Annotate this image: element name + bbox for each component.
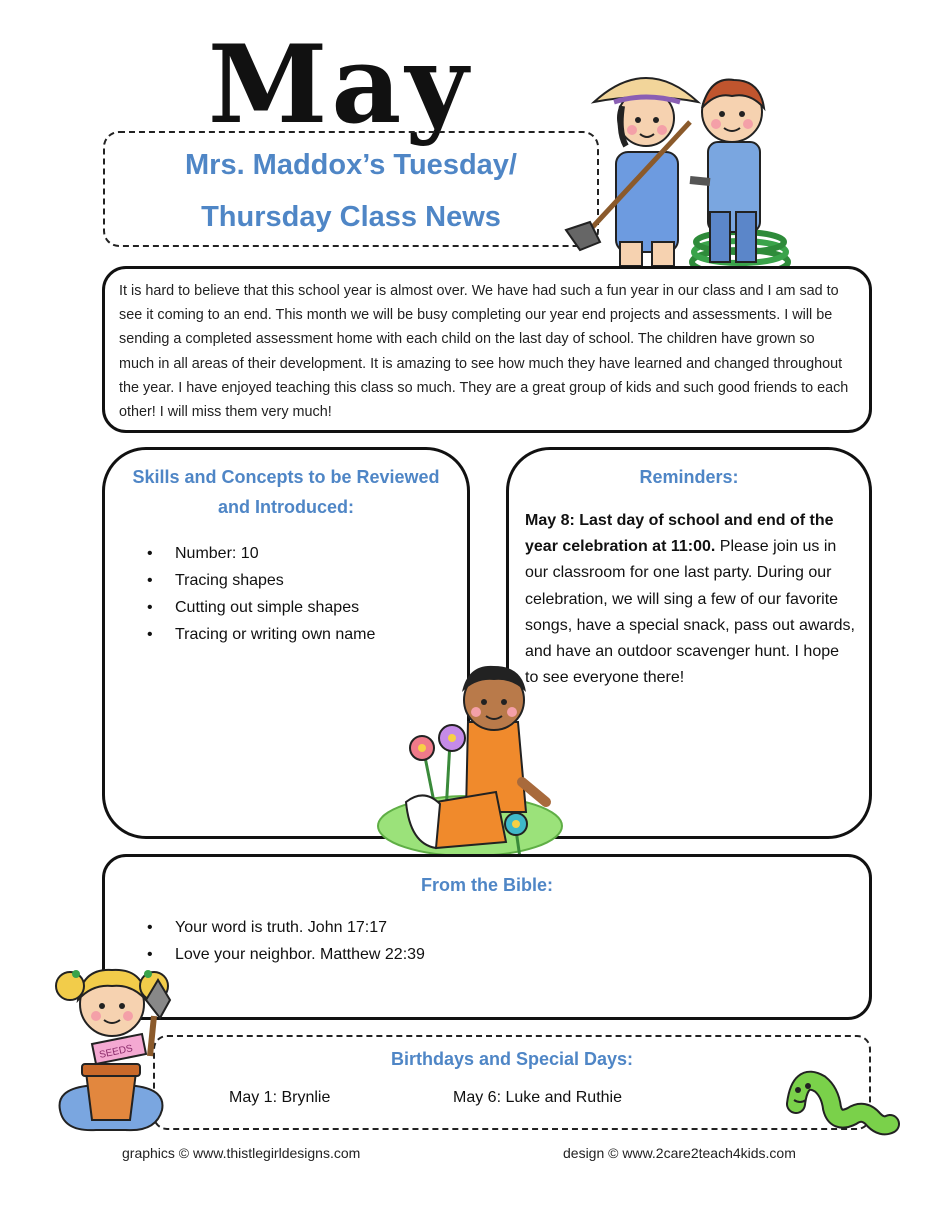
newsletter-title-line-2: Thursday Class News [201, 201, 501, 233]
month-title: May [207, 22, 473, 148]
bible-verse-list [147, 914, 425, 968]
birthdays-box [153, 1035, 871, 1130]
intro-box [102, 266, 872, 433]
birthday-entry: May 6: Luke and Ruthie [453, 1089, 622, 1106]
newsletter-title-box [103, 131, 599, 247]
bible-heading: From the Bible: [420, 875, 553, 895]
reminders-date-highlight: May 8: Last day of school and end of the year celebration at 11:00. [525, 512, 834, 556]
reminders-heading: Reminders: [639, 467, 739, 487]
reminders-text [525, 508, 855, 691]
skills-heading-line-2: and Introduced: [218, 497, 354, 517]
worm-illustration [786, 1064, 896, 1134]
skills-list [147, 540, 375, 648]
reminders-details: Please join us in our classroom for one last party. During our celebration, we will sing a few of our favorite songs, have a special snack, pass out awards, and have an outdoor scavenger hunt. I hope to see everyone there! [525, 538, 855, 687]
bible-verse-item: • Your word is truth. John 17:17 [147, 914, 425, 941]
skills-heading-line-1: Skills and Concepts to be Reviewed [132, 467, 440, 487]
skills-list-item: • Number: 10 [147, 540, 375, 567]
skills-list-item: • Tracing shapes [147, 567, 375, 594]
skills-list-item: • Tracing or writing own name [147, 621, 375, 648]
girl-with-seeds-illustration [46, 960, 176, 1142]
design-credit: design © www.2care2teach4kids.com [563, 1145, 796, 1161]
intro-paragraph: It is hard to believe that this school year is almost over. We have had such a fun year in our class and I am sad to see it coming to an end. This month we will be busy completing our year end projects and assessments. I will be sending a completed assessment home with each child on the last day of school. The children have grown so much in all areas of their development. It is amazing to see how much they have learned and changed throughout the year. I have enjoyed teaching this class so much. They are a great group of kids and such good friends to each other! I will miss them very much! [119, 283, 849, 421]
graphics-credit: graphics © www.thistlegirldesigns.com [122, 1145, 361, 1161]
birthdays-heading: Birthdays and Special Days: [390, 1049, 634, 1069]
skills-list-item: • Cutting out simple shapes [147, 594, 375, 621]
newsletter-title-line-1: Mrs. Maddox’s Tuesday/ [185, 149, 517, 181]
bible-verse-item: • Love your neighbor. Matthew 22:39 [147, 941, 425, 968]
birthday-entry: May 1: Brynlie [229, 1089, 331, 1106]
gardening-kids-illustration [560, 62, 800, 282]
boy-with-flowers-illustration [376, 662, 566, 862]
bible-box [102, 854, 872, 1020]
seed-packet-label: SEEDS [98, 1043, 134, 1061]
